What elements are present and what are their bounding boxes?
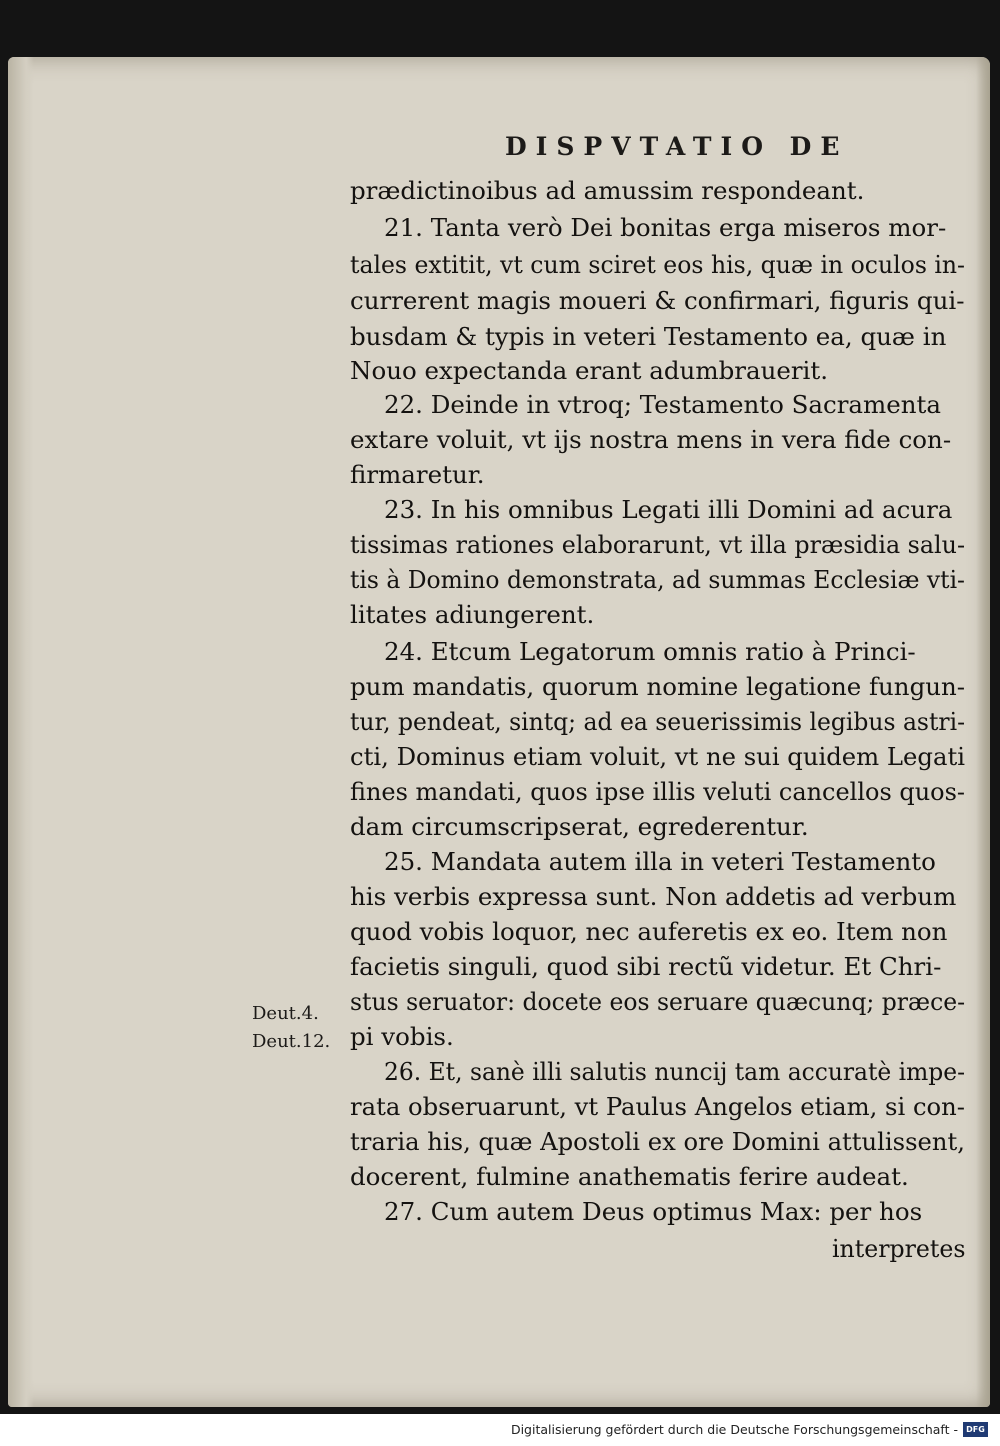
text-line: 21. Tanta verò Dei bonitas erga miseros mor- <box>384 213 947 242</box>
marginal-note: Deut.4. <box>252 1003 319 1024</box>
text-line: firmaretur. <box>350 460 485 489</box>
text-line: rata obseruarunt, vt Paulus Angelos etiam, si con- <box>350 1092 965 1121</box>
text-line: cti, Dominus etiam voluit, vt ne sui quidem Legati <box>350 742 965 771</box>
page-edge-shadow <box>976 57 990 1407</box>
marginal-note: Deut.12. <box>252 1031 331 1052</box>
text-line: tissimas rationes elaborarunt, vt illa præsidia salu- <box>350 530 966 559</box>
catchword: interpretes <box>831 1234 966 1263</box>
text-line: 22. Deinde in vtroq; Testamento Sacramenta <box>384 390 942 419</box>
text-line: pum mandatis, quorum nomine legatione fungun- <box>350 672 966 701</box>
text-line: dam circumscripserat, egrederentur. <box>350 812 809 841</box>
text-line: currerent magis moueri & confirmari, figuris qui- <box>350 286 965 315</box>
text-line: fines mandati, quos ipse illis veluti cancellos quos- <box>350 777 966 806</box>
dfg-logo: DFG <box>963 1422 988 1437</box>
text-line: Nouo expectanda erant adumbrauerit. <box>350 356 829 385</box>
text-line: prædictinoibus ad amussim respondeant. <box>350 176 865 205</box>
text-line: pi vobis. <box>350 1022 454 1051</box>
text-line: tales extitit, vt cum sciret eos his, quæ in oculos in- <box>350 250 966 279</box>
text-line: 25. Mandata autem illa in veteri Testamento <box>384 847 936 876</box>
text-line: 24. Etcum Legatorum omnis ratio à Princi- <box>384 637 916 666</box>
text-line: tis à Domino demonstrata, ad summas Ecclesiæ vti- <box>350 565 965 594</box>
text-line: his verbis expressa sunt. Non addetis ad verbum <box>350 882 957 911</box>
text-line: extare voluit, vt ijs nostra mens in vera fide con- <box>350 425 952 454</box>
text-line: litates adiungerent. <box>350 600 595 629</box>
text-line: 27. Cum autem Deus optimus Max: per hos <box>384 1197 923 1226</box>
text-line: 26. Et, sanè illi salutis nuncij tam accuratè impe- <box>384 1057 966 1086</box>
text-line: tur, pendeat, sintq; ad ea seuerissimis legibus astri- <box>350 707 965 736</box>
text-line: traria his, quæ Apostoli ex ore Domini attulissent, <box>350 1127 965 1156</box>
footer-bar <box>0 1414 1000 1446</box>
text-line: quod vobis loquor, nec auferetis ex eo. Item non <box>350 917 948 946</box>
funding-credit: Digitalisierung gefördert durch die Deutsche Forschungsgemeinschaft - <box>510 1422 958 1437</box>
text-line: stus seruator: docete eos seruare quæcunq; præce- <box>350 987 966 1016</box>
text-line: busdam & typis in veteri Testamento ea, quæ in <box>350 322 947 351</box>
text-line: facietis singuli, quod sibi rectũ videtur. Et Chri- <box>350 952 942 981</box>
text-line: docerent, fulmine anathematis ferire audeat. <box>350 1162 909 1191</box>
page-gutter-shadow <box>8 57 34 1407</box>
text-line: 23. In his omnibus Legati illi Domini ad acura <box>384 495 953 524</box>
running-head: DISPVTATIO DE <box>505 132 849 161</box>
